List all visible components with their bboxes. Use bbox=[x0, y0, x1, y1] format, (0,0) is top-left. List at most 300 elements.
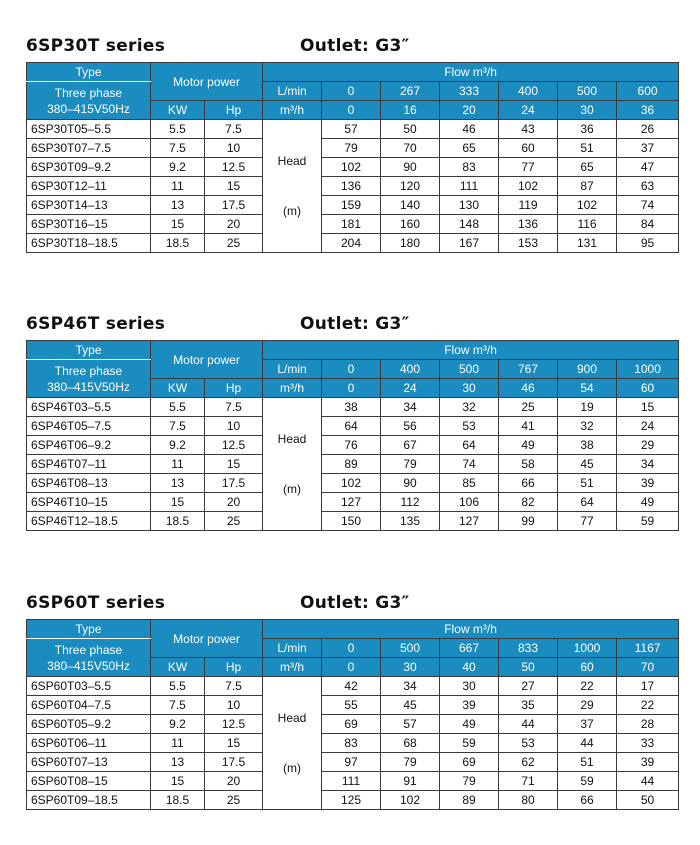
lmin-value: 1000 bbox=[617, 360, 679, 379]
head-value: 106 bbox=[440, 493, 499, 512]
model-cell: 6SP60T09–18.5 bbox=[27, 791, 151, 810]
section-6sp46t bbox=[26, 314, 678, 531]
head-unit: (m) bbox=[283, 482, 302, 496]
hp-header: Hp bbox=[205, 379, 263, 398]
section-title-bar bbox=[26, 593, 678, 619]
head-label: Head bbox=[277, 711, 307, 725]
head-value: 50 bbox=[617, 791, 679, 810]
head-value: 130 bbox=[440, 196, 499, 215]
m3h-label: m³/h bbox=[263, 379, 322, 398]
m3h-value: 20 bbox=[440, 101, 499, 120]
table-row bbox=[27, 120, 679, 139]
hp-cell: 7.5 bbox=[205, 398, 263, 417]
head-value: 112 bbox=[381, 493, 440, 512]
m3h-value: 30 bbox=[440, 379, 499, 398]
head-value: 85 bbox=[440, 474, 499, 493]
hp-cell: 20 bbox=[205, 215, 263, 234]
phase-line-2: 380–415V50Hz bbox=[47, 101, 130, 116]
table-row bbox=[27, 791, 679, 810]
head-value: 79 bbox=[381, 753, 440, 772]
head-value: 127 bbox=[440, 512, 499, 531]
model-cell: 6SP46T07–11 bbox=[27, 455, 151, 474]
head-value: 79 bbox=[440, 772, 499, 791]
head-value: 45 bbox=[381, 696, 440, 715]
table-row bbox=[27, 455, 679, 474]
phase-line-1: Three phase bbox=[54, 85, 123, 100]
m3h-value: 50 bbox=[499, 658, 558, 677]
flow-header: Flow m³/h bbox=[263, 620, 679, 639]
kw-cell: 11 bbox=[151, 734, 205, 753]
table-row bbox=[27, 734, 679, 753]
head-value: 102 bbox=[322, 158, 381, 177]
section-title-bar bbox=[26, 36, 678, 62]
head-value: 29 bbox=[617, 436, 679, 455]
lmin-value: 333 bbox=[440, 82, 499, 101]
head-value: 99 bbox=[499, 512, 558, 531]
head-value: 67 bbox=[381, 436, 440, 455]
model-cell: 6SP60T08–15 bbox=[27, 772, 151, 791]
m3h-value: 0 bbox=[322, 101, 381, 120]
head-value: 82 bbox=[499, 493, 558, 512]
m3h-value: 30 bbox=[381, 658, 440, 677]
table-row bbox=[27, 215, 679, 234]
head-value: 58 bbox=[499, 455, 558, 474]
head-value: 69 bbox=[440, 753, 499, 772]
table-row bbox=[27, 417, 679, 436]
m3h-label: m³/h bbox=[263, 101, 322, 120]
kw-cell: 13 bbox=[151, 474, 205, 493]
head-value: 68 bbox=[381, 734, 440, 753]
kw-cell: 5.5 bbox=[151, 398, 205, 417]
head-value: 56 bbox=[381, 417, 440, 436]
hp-cell: 20 bbox=[205, 772, 263, 791]
head-value: 44 bbox=[617, 772, 679, 791]
table-row bbox=[27, 772, 679, 791]
m3h-label: m³/h bbox=[263, 658, 322, 677]
head-value: 47 bbox=[617, 158, 679, 177]
model-cell: 6SP60T06–11 bbox=[27, 734, 151, 753]
kw-cell: 11 bbox=[151, 455, 205, 474]
section-title-bar bbox=[26, 314, 678, 340]
head-value: 63 bbox=[617, 177, 679, 196]
m3h-value: 60 bbox=[558, 658, 617, 677]
table-row bbox=[27, 234, 679, 253]
m3h-value: 70 bbox=[617, 658, 679, 677]
m3h-value: 24 bbox=[499, 101, 558, 120]
head-value: 136 bbox=[322, 177, 381, 196]
head-value: 37 bbox=[558, 715, 617, 734]
head-value: 90 bbox=[381, 474, 440, 493]
table-row bbox=[27, 512, 679, 531]
table-row bbox=[27, 436, 679, 455]
head-value: 59 bbox=[440, 734, 499, 753]
kw-cell: 9.2 bbox=[151, 436, 205, 455]
hp-cell: 17.5 bbox=[205, 753, 263, 772]
table-row bbox=[27, 493, 679, 512]
head-value: 76 bbox=[322, 436, 381, 455]
model-cell: 6SP46T12–18.5 bbox=[27, 512, 151, 531]
m3h-value: 0 bbox=[322, 379, 381, 398]
head-value: 65 bbox=[558, 158, 617, 177]
kw-cell: 13 bbox=[151, 753, 205, 772]
head-value: 125 bbox=[322, 791, 381, 810]
motor-power-header: Motor power bbox=[151, 341, 263, 379]
m3h-value: 16 bbox=[381, 101, 440, 120]
head-value: 160 bbox=[381, 215, 440, 234]
phase-header bbox=[27, 639, 151, 677]
head-value: 42 bbox=[322, 677, 381, 696]
model-cell: 6SP30T12–11 bbox=[27, 177, 151, 196]
head-value: 51 bbox=[558, 753, 617, 772]
model-cell: 6SP30T18–18.5 bbox=[27, 234, 151, 253]
head-value: 28 bbox=[617, 715, 679, 734]
section-6sp60t bbox=[26, 593, 678, 810]
kw-cell: 15 bbox=[151, 493, 205, 512]
head-value: 111 bbox=[322, 772, 381, 791]
spec-table bbox=[26, 619, 679, 810]
hp-cell: 25 bbox=[205, 512, 263, 531]
head-value: 87 bbox=[558, 177, 617, 196]
head-value: 180 bbox=[381, 234, 440, 253]
kw-cell: 18.5 bbox=[151, 234, 205, 253]
lmin-value: 900 bbox=[558, 360, 617, 379]
head-unit: (m) bbox=[283, 204, 302, 218]
head-value: 64 bbox=[440, 436, 499, 455]
head-value: 89 bbox=[440, 791, 499, 810]
head-value: 97 bbox=[322, 753, 381, 772]
kw-header: KW bbox=[151, 101, 205, 120]
table-row bbox=[27, 177, 679, 196]
m3h-value: 60 bbox=[617, 379, 679, 398]
lmin-value: 500 bbox=[440, 360, 499, 379]
hp-cell: 20 bbox=[205, 493, 263, 512]
head-value: 102 bbox=[558, 196, 617, 215]
spec-table bbox=[26, 62, 679, 253]
phase-header bbox=[27, 360, 151, 398]
hp-cell: 12.5 bbox=[205, 158, 263, 177]
flow-header: Flow m³/h bbox=[263, 63, 679, 82]
head-label-cell bbox=[263, 398, 322, 531]
model-cell: 6SP30T09–9.2 bbox=[27, 158, 151, 177]
head-value: 159 bbox=[322, 196, 381, 215]
model-cell: 6SP46T05–7.5 bbox=[27, 417, 151, 436]
table-row bbox=[27, 474, 679, 493]
head-value: 39 bbox=[617, 753, 679, 772]
series-title: 6SP30T series bbox=[26, 36, 166, 56]
hp-cell: 15 bbox=[205, 177, 263, 196]
head-value: 91 bbox=[381, 772, 440, 791]
model-cell: 6SP46T10–15 bbox=[27, 493, 151, 512]
head-value: 69 bbox=[322, 715, 381, 734]
head-value: 34 bbox=[381, 398, 440, 417]
header-row-2 bbox=[27, 639, 679, 658]
head-label: Head bbox=[277, 432, 307, 446]
hp-header: Hp bbox=[205, 658, 263, 677]
head-value: 65 bbox=[440, 139, 499, 158]
head-value: 119 bbox=[499, 196, 558, 215]
model-cell: 6SP46T08–13 bbox=[27, 474, 151, 493]
outlet-title: Outlet: G3″ bbox=[300, 593, 410, 613]
hp-cell: 7.5 bbox=[205, 677, 263, 696]
phase-line-1: Three phase bbox=[54, 642, 123, 657]
head-value: 89 bbox=[322, 455, 381, 474]
head-value: 127 bbox=[322, 493, 381, 512]
phase-line-1: Three phase bbox=[54, 363, 123, 378]
head-value: 59 bbox=[558, 772, 617, 791]
head-value: 41 bbox=[499, 417, 558, 436]
header-row-2 bbox=[27, 360, 679, 379]
head-value: 50 bbox=[381, 120, 440, 139]
model-cell: 6SP60T03–5.5 bbox=[27, 677, 151, 696]
head-value: 131 bbox=[558, 234, 617, 253]
hp-cell: 7.5 bbox=[205, 120, 263, 139]
head-value: 167 bbox=[440, 234, 499, 253]
lmin-value: 667 bbox=[440, 639, 499, 658]
head-value: 140 bbox=[381, 196, 440, 215]
model-cell: 6SP30T16–15 bbox=[27, 215, 151, 234]
table-row bbox=[27, 696, 679, 715]
head-value: 22 bbox=[617, 696, 679, 715]
head-value: 148 bbox=[440, 215, 499, 234]
head-value: 53 bbox=[499, 734, 558, 753]
head-value: 62 bbox=[499, 753, 558, 772]
head-value: 44 bbox=[558, 734, 617, 753]
head-label-cell bbox=[263, 677, 322, 810]
head-value: 32 bbox=[558, 417, 617, 436]
head-value: 79 bbox=[381, 455, 440, 474]
head-value: 51 bbox=[558, 474, 617, 493]
head-value: 60 bbox=[499, 139, 558, 158]
head-value: 27 bbox=[499, 677, 558, 696]
head-value: 71 bbox=[499, 772, 558, 791]
head-label: Head bbox=[277, 154, 307, 168]
m3h-value: 40 bbox=[440, 658, 499, 677]
head-value: 74 bbox=[440, 455, 499, 474]
lmin-value: 1167 bbox=[617, 639, 679, 658]
section-6sp30t bbox=[26, 36, 678, 253]
spec-table bbox=[26, 340, 679, 531]
lmin-value: 0 bbox=[322, 82, 381, 101]
head-value: 64 bbox=[558, 493, 617, 512]
lmin-label: L/min bbox=[263, 639, 322, 658]
head-value: 35 bbox=[499, 696, 558, 715]
lmin-value: 267 bbox=[381, 82, 440, 101]
head-value: 38 bbox=[322, 398, 381, 417]
model-cell: 6SP60T04–7.5 bbox=[27, 696, 151, 715]
lmin-value: 500 bbox=[381, 639, 440, 658]
kw-cell: 15 bbox=[151, 772, 205, 791]
kw-cell: 7.5 bbox=[151, 417, 205, 436]
table-row bbox=[27, 677, 679, 696]
head-value: 77 bbox=[499, 158, 558, 177]
head-value: 26 bbox=[617, 120, 679, 139]
head-value: 34 bbox=[381, 677, 440, 696]
hp-cell: 15 bbox=[205, 455, 263, 474]
outlet-title: Outlet: G3″ bbox=[300, 36, 410, 56]
head-value: 49 bbox=[440, 715, 499, 734]
head-value: 95 bbox=[617, 234, 679, 253]
head-value: 70 bbox=[381, 139, 440, 158]
table-row bbox=[27, 158, 679, 177]
head-value: 39 bbox=[617, 474, 679, 493]
hp-cell: 12.5 bbox=[205, 715, 263, 734]
head-value: 74 bbox=[617, 196, 679, 215]
head-value: 135 bbox=[381, 512, 440, 531]
head-value: 38 bbox=[558, 436, 617, 455]
lmin-value: 0 bbox=[322, 639, 381, 658]
head-value: 53 bbox=[440, 417, 499, 436]
hp-header: Hp bbox=[205, 101, 263, 120]
kw-cell: 9.2 bbox=[151, 158, 205, 177]
kw-cell: 11 bbox=[151, 177, 205, 196]
head-value: 57 bbox=[381, 715, 440, 734]
kw-header: KW bbox=[151, 379, 205, 398]
flow-header: Flow m³/h bbox=[263, 341, 679, 360]
head-value: 45 bbox=[558, 455, 617, 474]
m3h-value: 24 bbox=[381, 379, 440, 398]
kw-cell: 7.5 bbox=[151, 139, 205, 158]
head-value: 204 bbox=[322, 234, 381, 253]
head-value: 150 bbox=[322, 512, 381, 531]
model-cell: 6SP46T03–5.5 bbox=[27, 398, 151, 417]
header-row-1 bbox=[27, 341, 679, 360]
head-value: 83 bbox=[322, 734, 381, 753]
type-header: Type bbox=[27, 620, 151, 639]
hp-cell: 25 bbox=[205, 791, 263, 810]
head-value: 153 bbox=[499, 234, 558, 253]
head-value: 51 bbox=[558, 139, 617, 158]
lmin-value: 0 bbox=[322, 360, 381, 379]
head-value: 46 bbox=[440, 120, 499, 139]
motor-power-header: Motor power bbox=[151, 63, 263, 101]
series-title: 6SP46T series bbox=[26, 314, 166, 334]
head-value: 102 bbox=[381, 791, 440, 810]
head-value: 83 bbox=[440, 158, 499, 177]
head-value: 79 bbox=[322, 139, 381, 158]
header-row-2 bbox=[27, 82, 679, 101]
motor-power-header: Motor power bbox=[151, 620, 263, 658]
head-value: 15 bbox=[617, 398, 679, 417]
table-row bbox=[27, 715, 679, 734]
hp-cell: 15 bbox=[205, 734, 263, 753]
head-value: 111 bbox=[440, 177, 499, 196]
lmin-value: 500 bbox=[558, 82, 617, 101]
head-value: 66 bbox=[558, 791, 617, 810]
model-cell: 6SP60T07–13 bbox=[27, 753, 151, 772]
model-cell: 6SP30T14–13 bbox=[27, 196, 151, 215]
header-row-1 bbox=[27, 63, 679, 82]
head-value: 33 bbox=[617, 734, 679, 753]
model-cell: 6SP46T06–9.2 bbox=[27, 436, 151, 455]
head-value: 84 bbox=[617, 215, 679, 234]
lmin-value: 400 bbox=[381, 360, 440, 379]
lmin-label: L/min bbox=[263, 82, 322, 101]
table-row bbox=[27, 398, 679, 417]
table-row bbox=[27, 753, 679, 772]
kw-cell: 5.5 bbox=[151, 120, 205, 139]
header-row-1 bbox=[27, 620, 679, 639]
m3h-value: 54 bbox=[558, 379, 617, 398]
head-value: 64 bbox=[322, 417, 381, 436]
head-value: 32 bbox=[440, 398, 499, 417]
head-value: 102 bbox=[499, 177, 558, 196]
head-unit: (m) bbox=[283, 761, 302, 775]
head-value: 80 bbox=[499, 791, 558, 810]
type-header: Type bbox=[27, 341, 151, 360]
head-value: 22 bbox=[558, 677, 617, 696]
type-header: Type bbox=[27, 63, 151, 82]
phase-line-2: 380–415V50Hz bbox=[47, 658, 130, 673]
hp-cell: 10 bbox=[205, 139, 263, 158]
lmin-value: 400 bbox=[499, 82, 558, 101]
head-value: 29 bbox=[558, 696, 617, 715]
kw-cell: 13 bbox=[151, 196, 205, 215]
head-value: 77 bbox=[558, 512, 617, 531]
head-value: 34 bbox=[617, 455, 679, 474]
head-value: 37 bbox=[617, 139, 679, 158]
table-row bbox=[27, 196, 679, 215]
head-value: 44 bbox=[499, 715, 558, 734]
model-cell: 6SP30T05–5.5 bbox=[27, 120, 151, 139]
kw-cell: 18.5 bbox=[151, 512, 205, 531]
head-value: 36 bbox=[558, 120, 617, 139]
head-value: 49 bbox=[499, 436, 558, 455]
head-value: 55 bbox=[322, 696, 381, 715]
lmin-value: 833 bbox=[499, 639, 558, 658]
kw-cell: 15 bbox=[151, 215, 205, 234]
hp-cell: 25 bbox=[205, 234, 263, 253]
head-value: 19 bbox=[558, 398, 617, 417]
hp-cell: 10 bbox=[205, 696, 263, 715]
head-value: 43 bbox=[499, 120, 558, 139]
hp-cell: 12.5 bbox=[205, 436, 263, 455]
outlet-title: Outlet: G3″ bbox=[300, 314, 410, 334]
m3h-value: 46 bbox=[499, 379, 558, 398]
hp-cell: 10 bbox=[205, 417, 263, 436]
m3h-value: 30 bbox=[558, 101, 617, 120]
kw-cell: 9.2 bbox=[151, 715, 205, 734]
phase-header bbox=[27, 82, 151, 120]
kw-cell: 18.5 bbox=[151, 791, 205, 810]
head-value: 66 bbox=[499, 474, 558, 493]
hp-cell: 17.5 bbox=[205, 474, 263, 493]
head-value: 90 bbox=[381, 158, 440, 177]
head-value: 24 bbox=[617, 417, 679, 436]
lmin-value: 767 bbox=[499, 360, 558, 379]
head-value: 181 bbox=[322, 215, 381, 234]
head-value: 39 bbox=[440, 696, 499, 715]
head-value: 17 bbox=[617, 677, 679, 696]
lmin-value: 600 bbox=[617, 82, 679, 101]
m3h-value: 36 bbox=[617, 101, 679, 120]
model-cell: 6SP30T07–7.5 bbox=[27, 139, 151, 158]
head-value: 57 bbox=[322, 120, 381, 139]
phase-line-2: 380–415V50Hz bbox=[47, 379, 130, 394]
table-row bbox=[27, 139, 679, 158]
kw-cell: 7.5 bbox=[151, 696, 205, 715]
kw-cell: 5.5 bbox=[151, 677, 205, 696]
head-label-cell bbox=[263, 120, 322, 253]
head-value: 30 bbox=[440, 677, 499, 696]
head-value: 102 bbox=[322, 474, 381, 493]
hp-cell: 17.5 bbox=[205, 196, 263, 215]
head-value: 116 bbox=[558, 215, 617, 234]
kw-header: KW bbox=[151, 658, 205, 677]
series-title: 6SP60T series bbox=[26, 593, 166, 613]
head-value: 25 bbox=[499, 398, 558, 417]
head-value: 136 bbox=[499, 215, 558, 234]
head-value: 120 bbox=[381, 177, 440, 196]
